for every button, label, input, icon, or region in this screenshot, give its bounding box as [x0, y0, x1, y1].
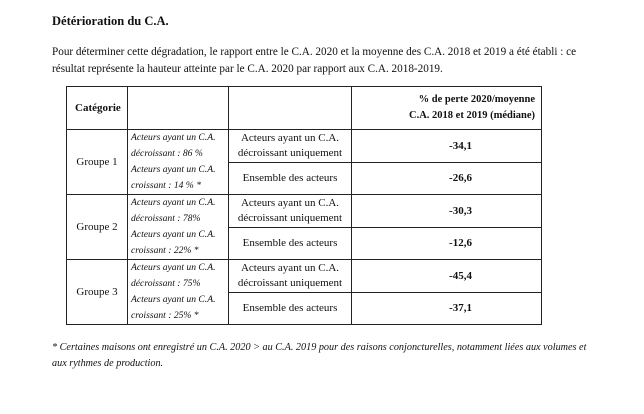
- subgroup-line: Acteurs ayant un C.A.: [131, 294, 216, 305]
- data-table: [66, 86, 542, 325]
- row-value: -37,1: [352, 292, 542, 325]
- row-description: [229, 130, 352, 163]
- group-label: Groupe 2: [67, 195, 128, 260]
- document-title: Détérioration du C.A.: [52, 14, 169, 28]
- subgroup-line: Acteurs ayant un C.A.: [131, 229, 216, 240]
- header-perte: [352, 87, 542, 130]
- footnote: * Certaines maisons ont enregistré un C.A. 2020 > au C.A. 2019 pour des raisons conjoncturelles, notamment liées aux volumes et aux rythmes de production.: [52, 342, 587, 369]
- row-description-line: Acteurs ayant un C.A.: [240, 131, 340, 144]
- intro-paragraph: Pour déterminer cette dégradation, le rapport entre le C.A. 2020 et la moyenne des C.A. 2018 et 2019 a été établi : ce résultat représente la hauteur atteinte par le C.A. 2020 par rapport aux C.A. 2018-2019.: [52, 46, 577, 75]
- subgroup-line: Acteurs ayant un C.A.: [131, 197, 216, 208]
- subgroup-line: croissant : 25% *: [131, 310, 199, 321]
- subgroup-line: décroissant : 78%: [131, 213, 201, 224]
- group-label: Groupe 3: [67, 260, 128, 325]
- row-description: Ensemble des acteurs: [229, 227, 352, 260]
- header-empty-1: [128, 87, 229, 130]
- row-value: -30,3: [352, 195, 542, 228]
- row-description-line: décroissant uniquement: [237, 146, 343, 159]
- subgroup-line: croissant : 14 % *: [131, 180, 201, 191]
- group-subgroups: [128, 130, 229, 195]
- subgroup-line: décroissant : 75%: [131, 278, 201, 289]
- subgroup-line: Acteurs ayant un C.A.: [131, 132, 216, 143]
- group-subgroups: [128, 195, 229, 260]
- row-value: -26,6: [352, 162, 542, 195]
- header-categorie: Catégorie: [67, 87, 128, 130]
- group-label: Groupe 1: [67, 130, 128, 195]
- table-row: [67, 130, 542, 163]
- row-description-line: Acteurs ayant un C.A.: [240, 196, 340, 209]
- table-header-row: [67, 87, 542, 130]
- table-row: [67, 195, 542, 228]
- row-description: Ensemble des acteurs: [229, 162, 352, 195]
- subgroup-line: Acteurs ayant un C.A.: [131, 262, 216, 273]
- row-description-line: décroissant uniquement: [237, 276, 343, 289]
- header-perte-line2: C.A. 2018 et 2019 (médiane): [409, 110, 535, 121]
- row-description: [229, 195, 352, 228]
- subgroup-line: croissant : 22% *: [131, 245, 199, 256]
- subgroup-line: Acteurs ayant un C.A.: [131, 164, 216, 175]
- group-subgroups: [128, 260, 229, 325]
- header-perte-line1: % de perte 2020/moyenne: [418, 94, 535, 105]
- row-description-line: Acteurs ayant un C.A.: [240, 261, 340, 274]
- table-row: [67, 260, 542, 293]
- subgroup-line: décroissant : 86 %: [131, 148, 203, 159]
- row-value: -12,6: [352, 227, 542, 260]
- row-value: -45,4: [352, 260, 542, 293]
- row-description: Ensemble des acteurs: [229, 292, 352, 325]
- header-empty-2: [229, 87, 352, 130]
- row-value: -34,1: [352, 130, 542, 163]
- row-description-line: décroissant uniquement: [237, 211, 343, 224]
- row-description: [229, 260, 352, 293]
